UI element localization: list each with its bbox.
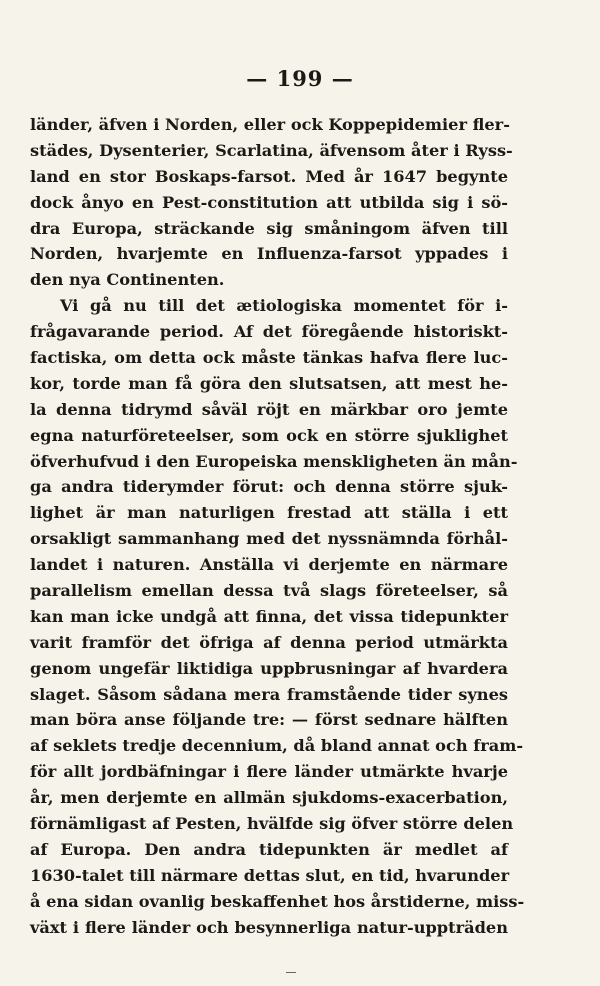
- text-line: Norden, hvarjemte en Influenza-farsot yppades i: [30, 244, 508, 264]
- text-line: la denna tidrymd såväl röjt en märkbar oro jemte: [30, 399, 508, 419]
- text-line: städes, Dysenterier, Scarlatina, äfvensom åter i Ryss-: [30, 140, 513, 160]
- text-line: öfverhufvud i den Europeiska menskligheten än mån-: [30, 451, 518, 471]
- text-line: ga andra tiderymder förut: och denna större sjuk-: [30, 477, 508, 497]
- text-line: man böra anse följande tre: — först sednare hälften: [30, 710, 508, 730]
- text-line: för allt jordbäfningar i flere länder utmärkte hvarje: [30, 762, 508, 782]
- text-line: kan man icke undgå att finna, det vissa tidepunkter: [30, 606, 508, 626]
- text-line: förnämligast af Pesten, hvälfde sig öfver större delen: [30, 814, 514, 834]
- body-text: [30, 112, 525, 941]
- text-line: 1630-talet till närmare dettas slut, en tid, hvarunder: [30, 865, 510, 885]
- text-line: genom ungefär liktidiga uppbrusningar af hvardera: [30, 658, 508, 678]
- text-line: länder, äfven i Norden, eller ock Koppepidemier fler-: [30, 115, 510, 134]
- text-line: dock ånyo en Pest-constitution att utbilda sig i sö-: [30, 192, 508, 212]
- paragraph-start-line: Vi gå nu till det ætiologiska momentet för i-: [60, 296, 508, 316]
- text-line: kor, torde man få göra den slutsatsen, att mest he-: [30, 373, 508, 393]
- text-line: år, men derjemte en allmän sjukdoms-exacerbation,: [30, 788, 508, 808]
- text-line: af seklets tredje decennium, då bland annat och fram-: [30, 736, 524, 756]
- text-line: egna naturföreteelser, som ock en större sjuklighet: [30, 425, 508, 445]
- text-line: frågavarande period. Af det föregående historiskt-: [30, 322, 508, 342]
- text-line: parallelism emellan dessa två slags företeelser, så: [30, 581, 508, 601]
- text-line: lighet är man naturligen frestad att ställa i ett: [30, 503, 508, 523]
- text-line: den nya Continenten.: [30, 270, 225, 290]
- bottom-mark: [286, 972, 296, 973]
- text-line: dra Europa, sträckande sig småningom äfven till: [30, 218, 508, 238]
- text-line: af Europa. Den andra tidepunkten är medlet af: [30, 839, 508, 859]
- text-line: varit framför det öfriga af denna period utmärkta: [30, 632, 508, 652]
- text-line: slaget. Såsom sådana mera framstående tider synes: [30, 684, 508, 704]
- text-line: å ena sidan ovanlig beskaffenhet hos årstiderne, miss-: [30, 891, 525, 911]
- text-line: landet i naturen. Anställa vi derjemte en närmare: [30, 555, 508, 575]
- text-line: land en stor Boskaps-farsot. Med år 1647 begynte: [30, 166, 508, 186]
- text-line: växt i flere länder och besynnerliga natur-uppträden: [30, 917, 508, 937]
- text-line: factiska, om detta ock måste tänkas hafva flere luc-: [30, 348, 508, 368]
- page-number: — 199 —: [246, 66, 354, 91]
- text-line: orsakligt sammanhang med det nyssnämnda förhål-: [30, 529, 508, 549]
